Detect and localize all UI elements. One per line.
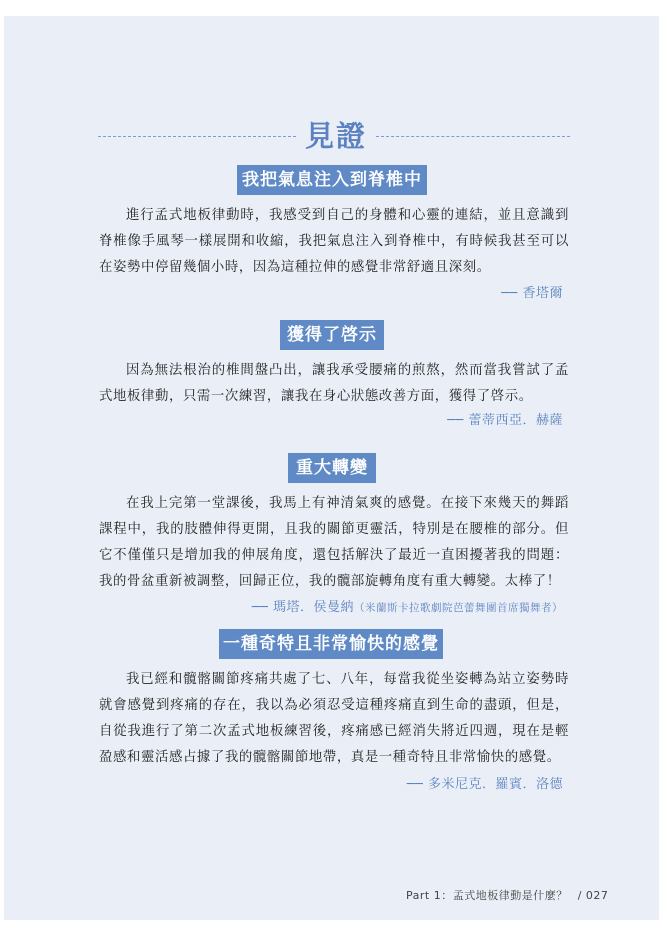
section-body: 在我上完第一堂課後，我馬上有神清氣爽的感覺。在接下來幾天的舞蹈課程中，我的肢體伸得更開，且我的關節更靈活，特別是在腰椎的部分。但它不僅僅只是增加我的伸展角度，還包括解決了最近一直困擾著我的問題：我的骨盆重新被調整，回歸正位，我的髖部旋轉角度有重大轉變。太棒了！ xyxy=(99,496,569,589)
attribution-name: ── 香塔爾 xyxy=(501,286,563,301)
section-heading: 我把氣息注入到脊椎中 xyxy=(237,165,427,195)
title-divider-right xyxy=(376,136,570,137)
attribution-note: （米蘭斯卡拉歌劇院芭蕾舞團首席獨舞者） xyxy=(354,602,563,614)
section-body: 我已經和髖髂關節疼痛共處了七、八年，每當我從坐姿轉為站立姿勢時就會感覺到疼痛的存在，我以為必須忍受這種疼痛直到生命的盡頭，但是，自從我進行了第二次孟式地板練習後，疼痛感已經消失將近四週，現在是輕盈感和靈活感占據了我的髖髂關節地帶，真是一種奇特且非常愉快的感覺。 xyxy=(99,672,569,765)
section-heading: 重大轉變 xyxy=(288,453,376,483)
section-attribution xyxy=(447,409,563,428)
section-body: 因為無法根治的椎間盤凸出，讓我承受腰痛的煎熬，然而當我嘗試了孟式地板律動，只需一次練習，讓我在身心狀態改善方面，獲得了啓示。 xyxy=(99,363,569,404)
footer-chapter: Part 1：孟式地板律動是什麼？ xyxy=(406,889,568,902)
attribution-name: ── 多米尼克．羅賓．洛德 xyxy=(406,777,563,792)
page-title: 見證 xyxy=(304,119,367,153)
page-number: / 027 xyxy=(577,889,609,902)
section-attribution xyxy=(501,282,563,301)
section-attribution xyxy=(407,773,563,792)
section-attribution xyxy=(252,596,563,615)
section-body: 進行孟式地板律動時，我感受到自己的身體和心靈的連結，並且意識到脊椎像手風琴一樣展開和收縮，我把氣息注入到脊椎中，有時候我甚至可以在姿勢中停留幾個小時，因為這種拉伸的感覺非常舒適且深刻。 xyxy=(99,208,569,275)
page-footer xyxy=(406,887,608,903)
section-heading: 獲得了啓示 xyxy=(280,320,384,350)
section-heading: 一種奇特且非常愉快的感覺 xyxy=(219,629,443,659)
title-row xyxy=(4,114,659,158)
attribution-name: ── 瑪塔．侯曼納 xyxy=(251,600,354,615)
page xyxy=(4,16,659,920)
attribution-name: ── 蕾蒂西亞．赫薩 xyxy=(447,413,563,428)
title-divider-left xyxy=(98,136,296,137)
